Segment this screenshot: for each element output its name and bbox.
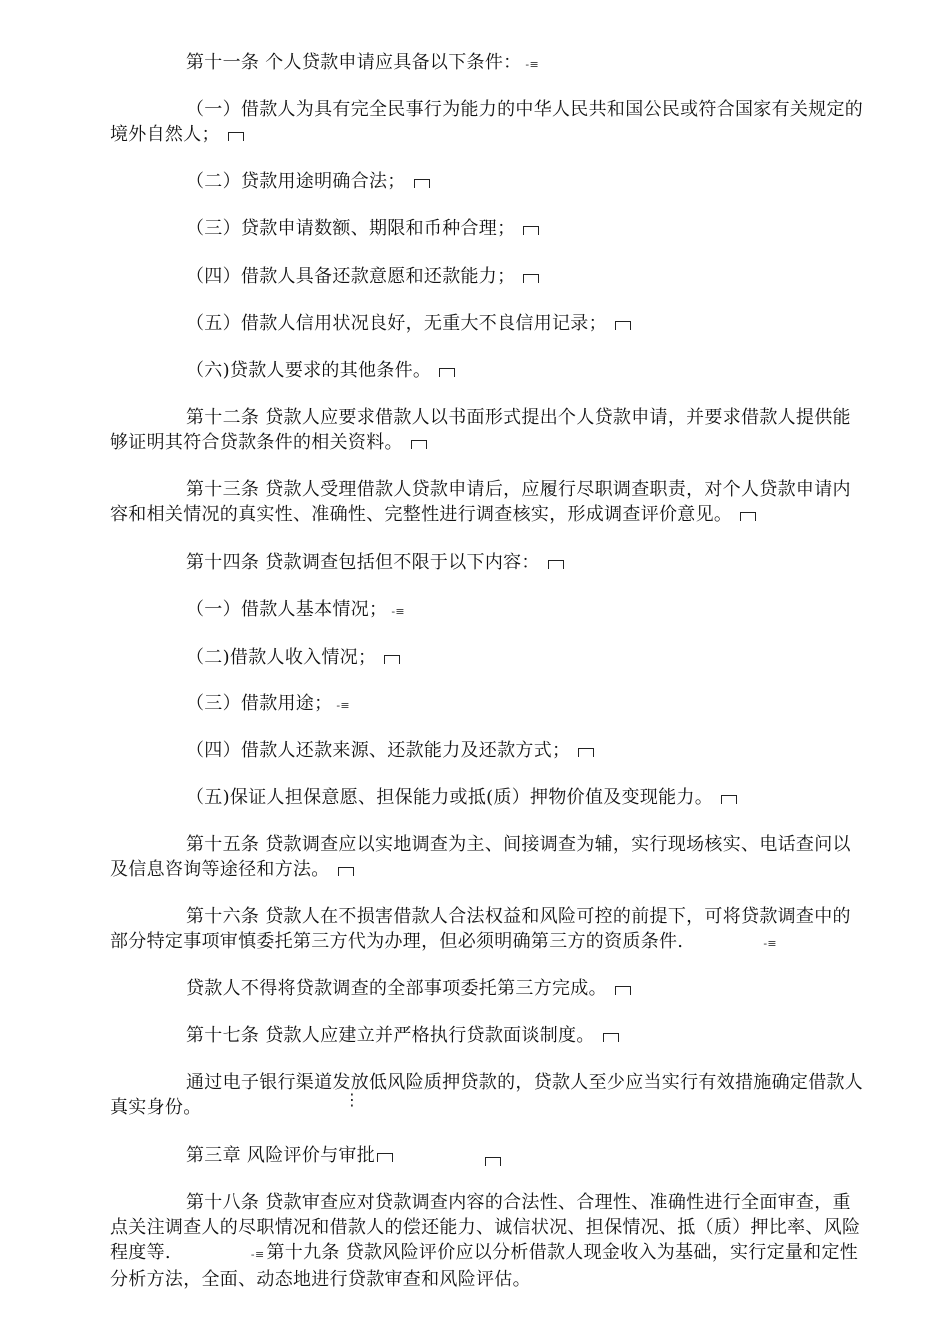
- article-17-note-text: 通过电子银行渠道发放低风险质押贷款的，贷款人至少应当实行有效措施确定借款人真实身份。: [110, 1072, 864, 1118]
- paragraph-mark-icon: [615, 986, 631, 995]
- paragraph-mark-icon: [721, 795, 737, 804]
- paragraph-mark-icon: -≡: [525, 58, 539, 71]
- vertical-dots-icon: ⋮: [344, 1090, 360, 1109]
- paragraph-mark-icon: [384, 655, 400, 664]
- article-14-item-3: [186, 691, 866, 718]
- chapter-3-heading-text: 第三章 风险评价与审批: [186, 1145, 376, 1166]
- article-16-text: 第十六条 贷款人在不损害借款人合法权益和风险可控的前提下，可将贷款调查中的部分特定事项审慎委托第三方代为办理，但必须明确第三方的资质条件.: [110, 906, 851, 952]
- chapter-3-heading: [186, 1143, 866, 1168]
- article-16-note: [186, 976, 866, 1001]
- article-14-item-1: [186, 597, 866, 624]
- article-14-item-4: [186, 738, 866, 763]
- article-13: [110, 477, 865, 527]
- paragraph-mark-icon: [414, 179, 430, 188]
- article-14-item-3-text: （三）借款用途；: [186, 693, 333, 714]
- article-14-text: 第十四条 贷款调查包括但不限于以下内容：: [186, 552, 540, 573]
- paragraph-mark-icon: [615, 321, 631, 330]
- article-14: [186, 550, 866, 575]
- article-11-item-5-text: （五）借款人信用状况良好，无重大不良信用记录；: [186, 313, 607, 334]
- article-17: [186, 1023, 866, 1048]
- article-11: [186, 50, 866, 77]
- article-13-text: 第十三条 贷款人受理借款人贷款申请后，应履行尽职调查职责，对个人贷款申请内容和相关情况的真实性、准确性、完整性进行调查核实，形成调查评价意见。: [110, 479, 851, 525]
- article-11-item-3: [186, 216, 866, 241]
- paragraph-mark-icon: -≡: [336, 699, 350, 712]
- paragraph-mark-icon: [523, 274, 539, 283]
- article-15: [110, 832, 865, 882]
- article-11-item-6-text: （六)贷款人要求的其他条件。: [186, 360, 432, 381]
- article-17-text: 第十七条 贷款人应建立并严格执行贷款面谈制度。: [186, 1025, 595, 1046]
- article-11-item-6: [186, 358, 866, 383]
- paragraph-mark-icon: -≡: [763, 937, 777, 950]
- paragraph-mark-icon: [523, 226, 539, 235]
- article-14-item-5-text: （五)保证人担保意愿、担保能力或抵(质）押物价值及变现能力。: [186, 787, 714, 808]
- article-11-item-1-text: （一）借款人为具有完全民事行为能力的中华人民共和国公民或符合国家有关规定的境外自然人；: [110, 99, 864, 145]
- paragraph-mark-icon: [548, 560, 564, 569]
- article-11-item-5: [186, 311, 866, 336]
- article-11-item-4: [186, 264, 866, 289]
- article-19-text: 第十九条 贷款风险评价应以分析借款人现金收入为基础，实行定量和定性分析方法，全面、动态地进行贷款审查和风险评估。: [110, 1242, 859, 1290]
- article-14-item-2: [186, 645, 866, 670]
- paragraph-mark-icon: [411, 440, 427, 449]
- article-11-item-1: [110, 97, 865, 147]
- article-11-item-2: [186, 169, 866, 194]
- article-11-item-3-text: （三）贷款申请数额、期限和币种合理；: [186, 218, 516, 239]
- article-16-note-text: 贷款人不得将贷款调查的全部事项委托第三方完成。: [186, 978, 607, 999]
- paragraph-mark-icon: [485, 1157, 501, 1166]
- article-11-item-4-text: （四）借款人具备还款意愿和还款能力；: [186, 266, 516, 287]
- article-12: [110, 405, 865, 455]
- article-16: [110, 904, 865, 956]
- paragraph-mark-icon: [338, 867, 354, 876]
- article-14-item-2-text: （二)借款人收入情况；: [186, 647, 377, 668]
- article-14-item-1-text: （一）借款人基本情况；: [186, 599, 388, 620]
- article-11-text: 第十一条 个人贷款申请应具备以下条件：: [186, 52, 522, 73]
- article-14-item-5: [186, 785, 866, 810]
- paragraph-mark-icon: -≡: [391, 605, 405, 618]
- article-12-text: 第十二条 贷款人应要求借款人以书面形式提出个人贷款申请，并要求借款人提供能够证明其符合贷款条件的相关资料。: [110, 407, 851, 453]
- article-17-note: [110, 1070, 865, 1120]
- article-18-text: 第十八条 贷款审查应对贷款调查内容的合法性、合理性、准确性进行全面审查，重点关注调查人的尽职情况和借款人的偿还能力、诚信状况、担保情况、抵（质）押比率、风险程度等.: [110, 1192, 861, 1263]
- paragraph-mark-icon: [603, 1033, 619, 1042]
- paragraph-mark-icon: [439, 368, 455, 377]
- paragraph-mark-icon: [228, 132, 244, 141]
- article-15-text: 第十五条 贷款调查应以实地调查为主、间接调查为辅，实行现场核实、电话查问以及信息咨询等途径和方法。: [110, 834, 851, 880]
- paragraph-mark-icon: -≡: [250, 1248, 265, 1261]
- article-11-item-2-text: （二）贷款用途明确合法；: [186, 171, 406, 192]
- paragraph-mark-icon: [377, 1153, 393, 1162]
- paragraph-mark-icon: [578, 748, 594, 757]
- paragraph-mark-icon: [740, 512, 756, 521]
- article-14-item-4-text: （四）借款人还款来源、还款能力及还款方式；: [186, 740, 571, 761]
- article-18-19: [110, 1190, 865, 1292]
